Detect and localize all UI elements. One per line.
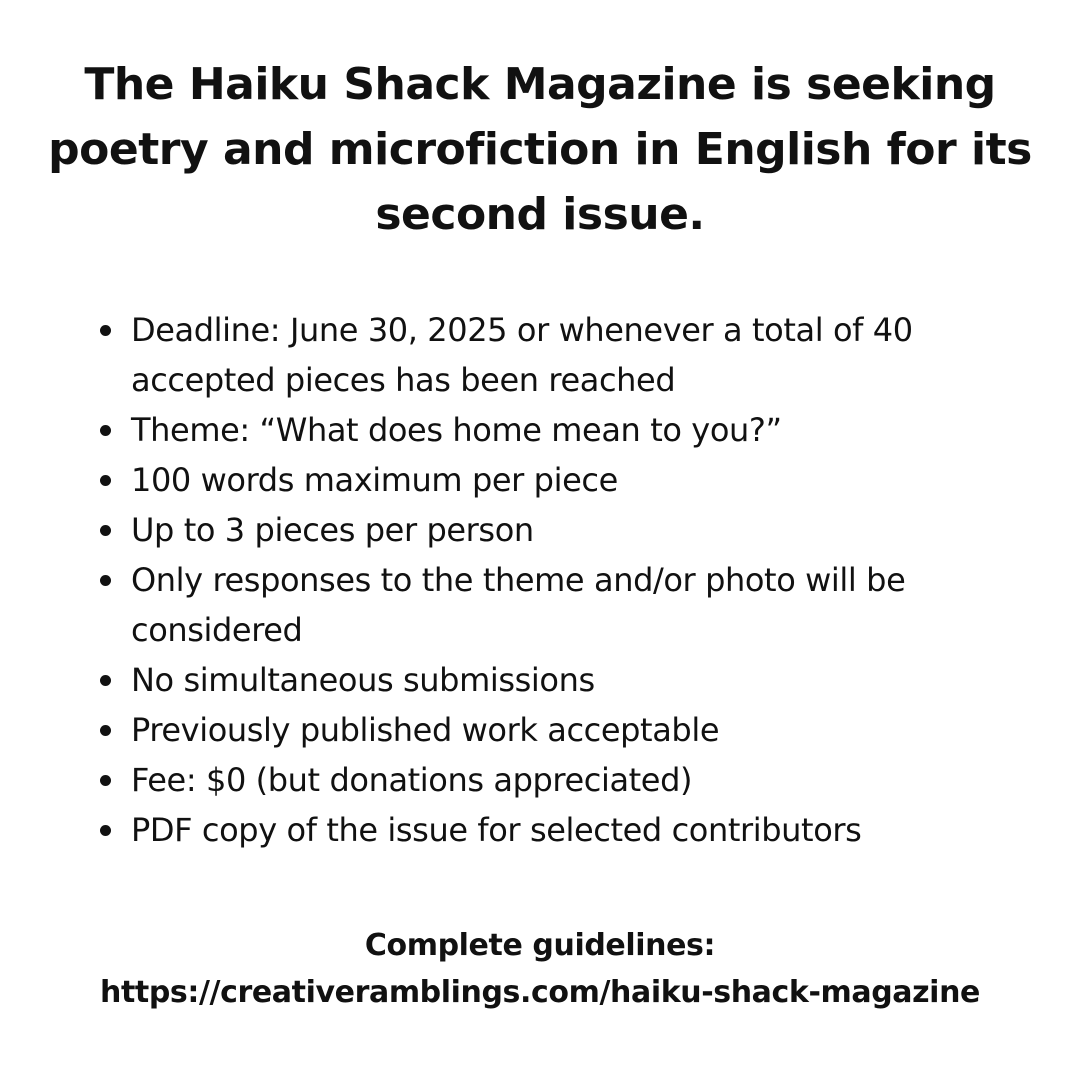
guidelines-url: https://creativeramblings.com/haiku-shack-magazine (100, 975, 980, 1010)
headline: The Haiku Shack Magazine is seeking poetry and microfiction in English for its second issue. (48, 59, 1032, 240)
list-item-piece-limit (131, 505, 1031, 555)
list-item-text: Theme: “What does home mean to you?” (131, 411, 782, 449)
list-item-previously-published (131, 705, 1031, 755)
list-item-text: 100 words maximum per piece (131, 461, 618, 499)
bullet-icon (100, 475, 111, 486)
guidelines-list (131, 305, 1031, 855)
list-item-word-limit (131, 455, 1031, 505)
bullet-icon (100, 575, 111, 586)
list-item-text: Deadline: June 30, 2025 or whenever a total of 40 accepted pieces has been reached (131, 311, 913, 399)
bullet-icon (100, 325, 111, 336)
list-item-text: Up to 3 pieces per person (131, 511, 534, 549)
bullet-icon (100, 525, 111, 536)
list-item-text: Fee: $0 (but donations appreciated) (131, 761, 693, 799)
bullet-icon (100, 425, 111, 436)
list-item-text: PDF copy of the issue for selected contributors (131, 811, 862, 849)
bullet-icon (100, 725, 111, 736)
list-item-simultaneous (131, 655, 1031, 705)
list-item-responses (131, 555, 1031, 655)
guidelines-label: Complete guidelines: (364, 928, 716, 963)
list-item-text: No simultaneous submissions (131, 661, 595, 699)
bullet-icon (100, 675, 111, 686)
bullet-icon (100, 825, 111, 836)
list-item-fee (131, 755, 1031, 805)
bullet-icon (100, 775, 111, 786)
list-item-text: Previously published work acceptable (131, 711, 720, 749)
list-item-theme (131, 405, 1031, 455)
list-item-pdf-copy (131, 805, 1031, 855)
guidelines-footer (40, 922, 1040, 1016)
list-item-text: Only responses to the theme and/or photo will be considered (131, 561, 906, 649)
list-item-deadline (131, 305, 1031, 405)
